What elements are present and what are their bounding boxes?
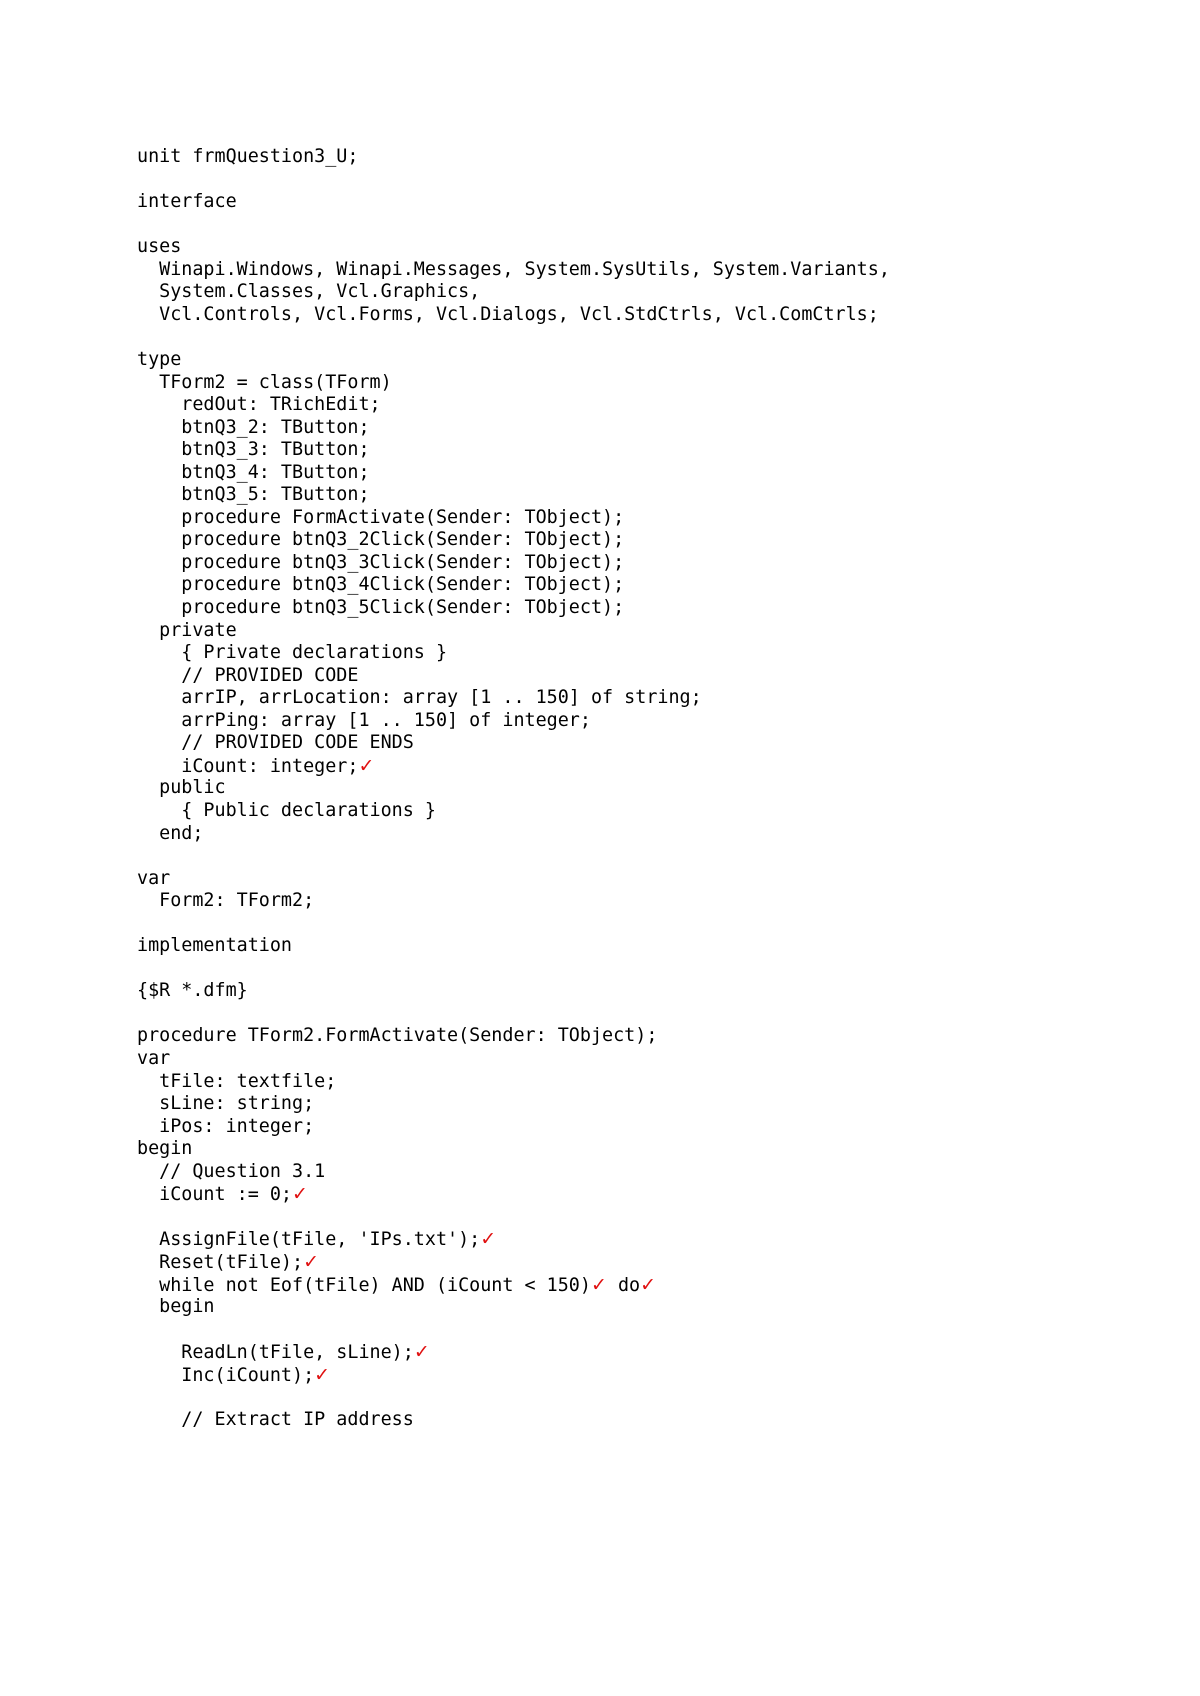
code-line (137, 574, 624, 596)
code-text: iCount := 0; (137, 1184, 293, 1206)
code-line (137, 1048, 170, 1070)
code-line (137, 1025, 657, 1047)
code-line (137, 1251, 319, 1273)
code-text: tFile: textfile; (137, 1070, 337, 1092)
code-text: var (137, 1048, 171, 1069)
code-text: AssignFile(tFile, 'IPs.txt'); (137, 1229, 481, 1251)
code-text: { Public declarations } (137, 799, 436, 821)
code-line (137, 529, 624, 551)
code-text: begin (137, 1138, 193, 1160)
code-line (137, 146, 358, 168)
code-text: arrIP, arrLocation: array [1 .. 150] of string; (137, 687, 702, 709)
code-line (137, 439, 370, 461)
code-line (137, 1138, 192, 1160)
code-text: System.Classes, Vcl.Graphics, (137, 281, 481, 303)
check-mark-icon: ✓ (303, 1250, 320, 1273)
code-line (137, 1093, 314, 1115)
code-text: Reset(tFile); (137, 1251, 304, 1273)
code-line (137, 732, 414, 754)
code-text: procedure btnQ3_3Click(Sender: TObject); (137, 551, 625, 573)
code-text: interface (137, 191, 237, 213)
code-line (137, 281, 480, 303)
code-text: implementation (137, 935, 293, 957)
code-text: ReadLn(tFile, sLine); (137, 1342, 414, 1364)
code-line (137, 823, 203, 845)
code-text: redOut: TRichEdit; (137, 394, 381, 416)
code-text: procedure FormActivate(Sender: TObject); (137, 506, 625, 528)
check-mark-icon: ✓ (413, 1341, 430, 1364)
code-text: sLine: string; (137, 1093, 315, 1115)
code-text: Form2: TForm2; (137, 890, 315, 912)
check-mark-icon: ✓ (590, 1273, 607, 1296)
code-text: private (137, 619, 237, 641)
code-line (137, 507, 624, 529)
code-text: { Private declarations } (137, 642, 448, 664)
code-text: // Extract IP address (137, 1408, 414, 1430)
code-text: public (137, 777, 226, 799)
code-line (137, 372, 392, 394)
code-text: while not Eof(tFile) AND (iCount < 150) (137, 1274, 591, 1296)
code-line (137, 1071, 336, 1093)
code-line (137, 687, 702, 709)
code-text: iCount: integer; (137, 755, 359, 777)
code-line (137, 1274, 656, 1296)
code-text: // PROVIDED CODE ENDS (137, 732, 414, 754)
code-text: {$R *.dfm} (137, 980, 248, 1002)
code-text: procedure btnQ3_4Click(Sender: TObject); (137, 574, 625, 596)
code-text: // Question 3.1 (137, 1160, 326, 1182)
code-text: end; (137, 822, 204, 844)
check-mark-icon: ✓ (358, 754, 375, 777)
code-line (137, 800, 436, 822)
code-line (137, 1116, 314, 1138)
code-text: arrPing: array [1 .. 150] of integer; (137, 709, 591, 731)
code-line (137, 1296, 215, 1318)
code-line (137, 890, 314, 912)
check-mark-icon: ✓ (314, 1363, 331, 1386)
code-text: Vcl.Controls, Vcl.Forms, Vcl.Dialogs, Vcl.StdCtrls, Vcl.ComCtrls; (137, 303, 879, 325)
code-line (137, 755, 374, 777)
code-line (137, 462, 370, 484)
code-text: btnQ3_2: TButton; (137, 416, 370, 438)
code-text: unit frmQuestion3_U; (137, 146, 359, 167)
code-text: iPos: integer; (137, 1115, 315, 1137)
code-line (137, 1409, 414, 1431)
check-mark-icon: ✓ (292, 1183, 308, 1206)
code-line (137, 620, 237, 642)
code-text: var (137, 867, 171, 889)
code-line (137, 868, 170, 890)
code-text: // PROVIDED CODE (137, 664, 359, 686)
code-text: btnQ3_5: TButton; (137, 484, 370, 506)
code-text-suffix: do (606, 1274, 641, 1296)
code-line (137, 1228, 496, 1250)
code-text: begin (137, 1296, 215, 1318)
code-line (137, 349, 181, 371)
code-text: uses (137, 236, 182, 258)
code-line (137, 304, 879, 326)
code-line (137, 552, 624, 574)
check-mark-icon: ✓ (480, 1228, 497, 1251)
code-line (137, 1183, 308, 1205)
code-text: procedure btnQ3_2Click(Sender: TObject); (137, 529, 625, 551)
code-line (137, 259, 890, 281)
code-text: btnQ3_4: TButton; (137, 461, 370, 483)
code-line (137, 597, 624, 619)
code-line (137, 935, 292, 957)
check-mark-icon: ✓ (640, 1273, 657, 1296)
code-line (137, 642, 447, 664)
code-line (137, 665, 358, 687)
code-line (137, 484, 370, 506)
code-line (137, 394, 381, 416)
code-line (137, 236, 181, 258)
code-text: procedure btnQ3_5Click(Sender: TObject); (137, 597, 625, 618)
code-text: type (137, 348, 182, 370)
code-line (137, 417, 370, 439)
code-text: procedure TForm2.FormActivate(Sender: TObject); (137, 1025, 658, 1047)
code-text: Winapi.Windows, Winapi.Messages, System.SysUtils, System.Variants, (137, 258, 890, 280)
code-text: btnQ3_3: TButton; (137, 439, 370, 461)
code-line (137, 710, 591, 732)
code-text: TForm2 = class(TForm) (137, 371, 392, 393)
code-line (137, 1341, 430, 1363)
code-line (137, 1161, 325, 1183)
code-line (137, 1364, 330, 1386)
code-line (137, 777, 226, 799)
code-line (137, 980, 248, 1002)
code-line (137, 191, 237, 213)
code-text: Inc(iCount); (137, 1364, 315, 1386)
